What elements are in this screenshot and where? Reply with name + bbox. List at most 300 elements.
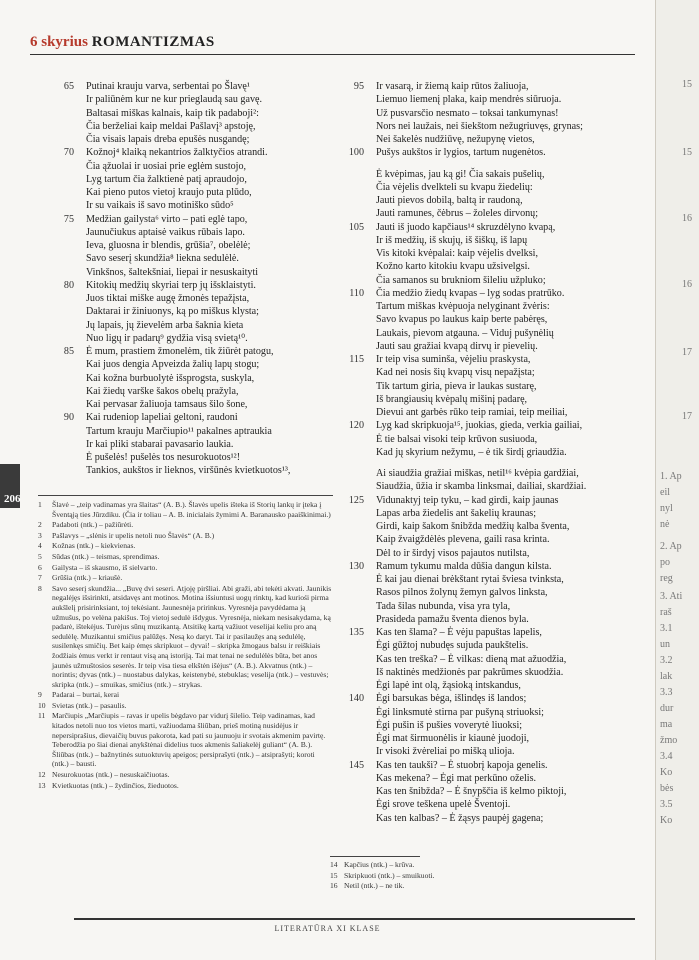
footnote — [38, 552, 333, 562]
footnote — [38, 531, 333, 541]
line-text: Kaip žvaigždėlės plevena, gaili rasa krinta. — [376, 534, 550, 546]
line-text: Čia ąžuolai ir uosiai prie eglėm sustojo, — [86, 160, 247, 172]
line-number — [50, 319, 86, 332]
line-text: Vinkšnos, šaltekšniai, liepai ir nesuskaityti — [86, 266, 259, 278]
footnote-text: Skripkuoti (ntk.) – smuikuoti. — [344, 870, 435, 880]
footnote-number: 5 — [38, 551, 42, 561]
footnote-number: 10 — [38, 700, 46, 710]
poem-line — [340, 480, 640, 493]
line-text: Lyg kad skripkuoja¹⁵, juokias, gieda, verkia gailiai, — [376, 420, 583, 432]
line-text: Ir visoki žvėreliai po mišką ulioja. — [376, 746, 515, 758]
poem-line — [50, 438, 340, 451]
poem-line — [340, 732, 640, 745]
footnote — [38, 781, 333, 791]
footnote-number: 11 — [38, 711, 46, 721]
footnote-text: Svietas (ntk.) – pasaulis. — [52, 700, 127, 710]
line-number — [340, 168, 376, 181]
poem-line — [340, 107, 640, 120]
footnote-text: Padarai – burtai, kerai — [52, 690, 120, 700]
line-number — [340, 120, 376, 133]
poem-line — [50, 319, 340, 332]
line-number — [50, 358, 86, 371]
line-number — [50, 385, 86, 398]
line-text: Kai juos dengia Apveizda žalių lapų stogu; — [86, 359, 260, 371]
line-number — [340, 300, 376, 313]
footnote-text: Sūdas (ntk.) – teismas, sprendimas. — [52, 551, 160, 561]
chapter-title: ROMANTIZMAS — [91, 34, 215, 50]
poem-line — [340, 93, 640, 106]
poem-line — [340, 653, 640, 666]
adjacent-page-fragment: 3.4 — [660, 751, 673, 762]
line-number — [50, 93, 86, 106]
footnote — [38, 711, 333, 769]
line-text: Nors nei laužais, nei šiekštom nežugriuvęs, grynas; — [376, 120, 583, 132]
line-number — [340, 719, 376, 732]
line-text: Pušys aukštos ir lygios, tartum nugenėtos. — [376, 147, 546, 159]
adjacent-page-fragment: 17 — [682, 411, 692, 422]
footnote — [38, 701, 333, 711]
adjacent-page-fragment: 16 — [682, 279, 692, 290]
adjacent-page-fragment: 15 — [682, 79, 692, 90]
poem-line — [50, 385, 340, 398]
line-number — [340, 467, 376, 480]
footnote-text: Kapčius (ntk.) – krūva. — [344, 860, 415, 869]
line-number — [50, 305, 86, 318]
footnote-number: 16 — [330, 881, 338, 891]
line-text: Čia samanos su brukniom šileliu užpluko; — [376, 274, 546, 286]
poem-line — [50, 411, 340, 424]
adjacent-page-fragment: reg — [660, 573, 673, 584]
line-number — [340, 653, 376, 666]
poem-line — [340, 560, 640, 573]
footnote-number: 6 — [38, 562, 42, 572]
line-number — [50, 451, 86, 464]
line-text: Kas ten šnibžda? – Ė šnypščia iš kelmo piktoji, — [376, 786, 567, 797]
line-text: Siaudžia, ūžia ir skamba linksmai, dailiai, skardžiai. — [376, 481, 587, 493]
adjacent-page-fragment: Ko — [660, 767, 673, 778]
footnote-text: Pašlavys – „slėnis ir upelis netoli nuo Šlavės“ (A. B.) — [52, 530, 215, 540]
line-text: Čia berželiai kaip meldai Pašlavį³ apstoję, — [86, 120, 256, 132]
line-number — [50, 464, 86, 477]
footnote-number: 3 — [38, 530, 42, 540]
line-number — [340, 260, 376, 273]
line-number — [340, 785, 376, 798]
line-text: Ė tie balsai visoki teip krūvon susiuoda, — [376, 433, 538, 445]
line-text: Dievui ant garbės rūko teip ramiai, teip meiliai, — [376, 407, 568, 418]
line-number — [50, 199, 86, 212]
line-text: Ir teip visa suminša, vėjeliu praskysta, — [376, 354, 531, 365]
poem-line — [340, 146, 640, 159]
line-text: Tankios, aukštos ir lieknos, viršūnės kvietkuotos¹³, — [86, 465, 291, 477]
poem-line — [340, 300, 640, 313]
line-number — [340, 573, 376, 586]
line-number — [340, 107, 376, 120]
adjacent-page-fragment: 1. Ap — [660, 471, 682, 482]
poem-line — [50, 133, 340, 146]
poem-line — [340, 366, 640, 379]
footnote — [38, 500, 333, 519]
line-number — [340, 732, 376, 745]
footnote-text: Savo seserį skundžia... „Buvę dvi seseri. Atjoję piršliai. Abi graži, abi tekėti akvati. Jaunikis negalėjęs išsirinkti, atsidavęs ant motinos. Motina išsiuntusi uogų rinktų, kad kuriośi pirma aukšlelį prisirinksiant, toj tekėsiant. Jaunesnėja pririnkus. Vyresnėja pavydėdama ją užmušus, po velėna pakišus. Toj vietoj sedulė išdygus. Vyresnėja, niekam nesisakydama, ką padarė, ištekėjus. Turėjus sūnų muzikantą. Atsitikę kartą važiuot veselijai keliu pro aną sedulėlę. Muzikantui smičius palūžęs. Nesą ko daryt. Tai ir pasilaužęs aną sedulėlę, susilenkęs smičių. Bet kaip ėmęs skripkuot – dyvai! – skripka žmogaus balsu ir reiškiais žodžiais ėmus verkt ir rentaut visą aną istoriją. Tai mat tenai ne sedulėlės būta, bet anos jaunės užmuštosios seserės. Ir teip visa tiesa elkštėn išėjus“ (A. B.). Akvatnus (ntk.) – norintis; dyvas (ntk.) – nuostabus dalykas, keistenybė, stebuklas; veselija (ntk.) – vestuvės; skripka (ntk.) – smuikas, smičius (ntk.) – strykas. — [52, 583, 332, 689]
line-number — [50, 226, 86, 239]
line-text: Kas ten taukši? – Ė stuobrį kapoja genelis. — [376, 759, 548, 771]
line-text: Juos tiktai miške augę žmonės tepažįsta, — [86, 293, 250, 304]
line-text: Ieva, gluosna ir blendis, grūšia⁷, obelėlė; — [86, 240, 251, 251]
line-number — [50, 107, 86, 120]
footnotes-right — [330, 860, 630, 892]
footnote — [38, 520, 333, 530]
poem-line — [50, 107, 340, 120]
poem-line — [340, 719, 640, 732]
poem-line — [340, 520, 640, 533]
line-text: Tartum miškas kvėpuoja nelyginant žvėris: — [376, 301, 550, 312]
poem-line — [340, 533, 640, 546]
line-text: Ė pušelės! pušelės tos nesurokuotos¹²! — [86, 452, 241, 463]
poem-line — [340, 573, 640, 586]
line-text: Rasos pilnos žolynų žemyn galvos linksta, — [376, 587, 548, 599]
stanza-gap — [340, 459, 640, 467]
line-number — [50, 133, 86, 146]
poem-line — [340, 133, 640, 146]
poem-line — [50, 146, 340, 159]
line-text: Jauti sau gražiai kvapą dirvų ir pievelių. — [376, 340, 538, 352]
footnote — [38, 563, 333, 573]
line-number: 120 — [348, 420, 364, 432]
adjacent-page-fragment: eil — [660, 487, 670, 498]
line-text: Čia medžio žiedų kvapas – lyg sodas pratrūko. — [376, 287, 565, 299]
poem-line — [50, 425, 340, 438]
line-number: 130 — [348, 560, 364, 572]
line-text: Ėgi gūžtoj nubudęs sujuda paukštelis. — [376, 640, 529, 652]
line-text: Prasideda pamažu šventa dienos byla. — [376, 613, 529, 625]
footnote-number: 15 — [330, 870, 338, 880]
line-number — [340, 194, 376, 207]
footnote-number: 9 — [38, 690, 42, 700]
line-text: Kai žiedų varške šakos obelų pražyla, — [86, 385, 239, 397]
line-number — [50, 252, 86, 265]
footnote-text: Grūšia (ntk.) – kriaušė. — [52, 573, 123, 583]
line-text: Ėgi lapė int olą, žąsioką intskandus, — [376, 680, 521, 691]
footnote-rule — [330, 856, 420, 857]
line-number: 110 — [349, 287, 364, 299]
line-text: Vis kitoki kvėpalai: kaip vėjelis dvelksi, — [376, 248, 538, 259]
line-number — [340, 547, 376, 560]
line-text: Iš naktinės medžionės par pakrūmes skuodžia. — [376, 666, 564, 678]
line-number — [340, 93, 376, 106]
line-text: Dėl to ir širdyj visos pajautos nutilsta, — [376, 547, 530, 559]
poem-line — [50, 173, 340, 186]
poem-line — [340, 419, 640, 432]
line-text: Tartum krauju Marčiupio¹¹ pakalnes aptraukia — [86, 425, 272, 437]
adjacent-page-fragment: bės — [660, 783, 674, 794]
line-text: Jų lapais, jų žievelėm arba šaknia kieta — [86, 319, 244, 331]
line-number: 90 — [63, 412, 74, 424]
line-text: Ė mum, prastiem žmonelėm, tik žiūrėt patogu, — [86, 346, 274, 357]
adjacent-page-fragment: 3.1 — [660, 623, 673, 634]
poem-line — [50, 199, 340, 212]
poem-line — [340, 234, 640, 247]
line-text: Kai pervasar žaliuoja tamsaus šilo šone, — [86, 399, 248, 410]
footnote — [38, 690, 333, 700]
line-number — [340, 181, 376, 194]
line-number — [50, 425, 86, 438]
adjacent-page-edge — [655, 0, 699, 960]
line-text: Už pusvarsčio nesmato – toksai tankumynas! — [376, 107, 559, 119]
adjacent-page-fragment: nyl — [660, 503, 673, 514]
line-number: 105 — [348, 221, 364, 233]
line-text: Medžian gailysta⁶ virto – pati eglė tapo, — [86, 213, 248, 225]
line-number: 145 — [348, 759, 364, 771]
line-number — [50, 398, 86, 411]
line-number — [50, 372, 86, 385]
line-text: Nuo ligų ir padarų⁹ gydžia visą svietą¹⁰. — [86, 332, 248, 344]
poem-line — [340, 181, 640, 194]
line-text: Daktarai ir žiniuonys, ką po miškus klysta; — [86, 306, 259, 318]
line-text: Kožno karto kitokiu kvapu užsivelgsi. — [376, 261, 530, 273]
footnote-number: 8 — [38, 583, 42, 593]
poem-line — [340, 260, 640, 273]
footnote-number: 1 — [38, 500, 42, 509]
poem-line — [50, 186, 340, 199]
line-number — [340, 600, 376, 613]
poem-line — [50, 305, 340, 318]
line-number — [340, 745, 376, 758]
line-number: 80 — [63, 279, 74, 291]
poem-line — [50, 160, 340, 173]
footnote-number: 2 — [38, 520, 42, 530]
line-number — [340, 446, 376, 459]
line-text: Ėgi srove teškena upelė Šventoji. — [376, 799, 511, 811]
line-text: Kad jų skyrium nežymu, – ė tik širdį griaudžia. — [376, 446, 567, 458]
line-text: Savo kvapus po laukus kaip berte pabėręs, — [376, 314, 548, 326]
poem-line — [50, 120, 340, 133]
poem-line — [50, 239, 340, 252]
poem-line — [50, 80, 340, 93]
poem-line — [50, 266, 340, 279]
line-number — [340, 613, 376, 626]
stanza-gap — [340, 160, 640, 168]
line-text: Laukais, pievom atgauna. – Viduj pušynėlių — [376, 327, 554, 339]
poem-line — [340, 626, 640, 639]
line-number — [50, 266, 86, 279]
line-number — [340, 380, 376, 393]
chapter-number: 6 skyrius — [30, 34, 88, 50]
adjacent-page-fragment: 3.2 — [660, 655, 673, 666]
line-number — [340, 313, 376, 326]
footer-rule — [74, 918, 635, 920]
line-number — [340, 507, 376, 520]
line-text: Savo seserį skundžia⁸ liekna sedulėlė. — [86, 253, 239, 265]
line-number: 75 — [63, 213, 74, 225]
poem-line — [50, 372, 340, 385]
adjacent-page-fragment: 3. Ati — [660, 591, 683, 602]
line-text: Nei šakelės nudžiūvę, nežupynę vietos, — [376, 134, 535, 145]
poem-line — [340, 798, 640, 811]
footnote — [330, 860, 630, 870]
line-number: 115 — [349, 354, 364, 365]
footnote-text: Padaboti (ntk.) – pažiūrėti. — [52, 520, 134, 530]
adjacent-page-fragment: lak — [660, 671, 673, 682]
line-text: Jauti ramunes, čėbrus – žoleles dirvonų; — [376, 208, 539, 220]
line-number — [340, 234, 376, 247]
footnote-text: Netil (ntk.) – ne tik. — [344, 881, 405, 891]
adjacent-page-fragment: Ko — [660, 815, 673, 826]
poem-line — [50, 93, 340, 106]
poem-line — [340, 207, 640, 220]
adjacent-page-fragment: 15 — [682, 147, 692, 158]
line-text: Čia vėjelis dvelkteli su kvapu žiedelių: — [376, 181, 533, 193]
line-text: Kas ten kalbas? – Ė žąsys paupėj gagena; — [376, 812, 544, 824]
poem-line — [340, 353, 640, 366]
poem-line — [340, 586, 640, 599]
line-text: Ir paliūnėm kur ne kur prieglaudą sau gavę. — [86, 94, 263, 106]
footnote-text: Nesurokuotas (ntk.) – nesuskaičiuotas. — [52, 770, 170, 780]
poem-line — [50, 358, 340, 371]
line-text: Kožnoj⁴ klaiką nekantrios žalktyčios atrandi. — [86, 147, 268, 159]
poem-line — [340, 745, 640, 758]
line-text: Kas mekena? – Ėgi mat perkūno oželis. — [376, 772, 537, 784]
poem-line — [340, 393, 640, 406]
poem-line — [50, 451, 340, 464]
poem-line — [340, 494, 640, 507]
line-text: Jaunučiukus aptaisė vaikus rūbais lapo. — [86, 226, 245, 238]
line-text: Lapas arba žiedelis ant šakelių kraunas; — [376, 507, 537, 519]
poem-line — [50, 464, 340, 477]
footnote-number: 7 — [38, 573, 42, 583]
line-text: Ai siaudžia gražiai miškas, netil¹⁶ kvėpia gardžiai, — [376, 468, 579, 479]
footnote-text: Kvietkuotas (ntk.) – žydinčios, žieduotos. — [52, 780, 179, 790]
poem-line — [340, 194, 640, 207]
line-text: Liemuo liemenį plaka, kaip mendrės siūruoja. — [376, 94, 562, 106]
line-number: 70 — [63, 147, 74, 159]
adjacent-page-fragment: 2. Ap — [660, 541, 682, 552]
poem-line — [340, 772, 640, 785]
footnote-text: Gailysta – iš skausmo, iš sielvarto. — [52, 562, 158, 572]
line-number — [50, 332, 86, 345]
line-text: Kai pieno putos vietoj kraujo puta plūdo, — [86, 187, 252, 198]
page-number: 206 — [4, 493, 21, 505]
poem-line — [340, 600, 640, 613]
poem-line — [50, 398, 340, 411]
poem-line — [340, 507, 640, 520]
line-text: Ramum tykumu malda dūšia dangun kilsta. — [376, 560, 552, 572]
line-text: Iš brangiausių kvėpalų mišinį padarę, — [376, 393, 528, 405]
line-number — [340, 327, 376, 340]
line-text: Kai rudeniop lapeliai geltoni, raudoni — [86, 412, 238, 424]
line-number: 85 — [63, 346, 74, 357]
footnote — [38, 584, 333, 690]
adjacent-page-fragment: 3.3 — [660, 687, 673, 698]
footnote-number: 14 — [330, 860, 338, 869]
line-text: Kas ten treška? – Ė vilkas: dieną mat ažuodžia, — [376, 653, 567, 665]
poem-column-right — [340, 80, 640, 825]
poem-line — [340, 692, 640, 705]
footnote-number: 13 — [38, 780, 46, 790]
poem-line — [340, 168, 640, 181]
line-number — [340, 366, 376, 379]
line-number — [340, 586, 376, 599]
poem-line — [340, 380, 640, 393]
poem-line — [340, 467, 640, 480]
line-text: Putinai krauju varva, serbentai po Šlavę¹ — [86, 81, 250, 92]
adjacent-page-fragment: raš — [660, 607, 672, 618]
poem-line — [340, 706, 640, 719]
poem-line — [340, 221, 640, 234]
poem-line — [340, 340, 640, 353]
line-number — [340, 207, 376, 220]
adjacent-page-fragment: 17 — [682, 347, 692, 358]
line-number — [340, 340, 376, 353]
adjacent-page-fragment: 3.5 — [660, 799, 673, 810]
adjacent-page-fragment: un — [660, 639, 670, 650]
line-number — [340, 533, 376, 546]
poem-line — [340, 679, 640, 692]
line-text: Ir su vaikais iš savo motiniško sūdo⁵ — [86, 200, 234, 212]
poem-line — [50, 345, 340, 358]
footnote-text: Kožnas (ntk.) – kiekvienas. — [52, 541, 136, 551]
line-number: 100 — [348, 147, 364, 159]
line-number — [340, 706, 376, 719]
line-number — [340, 798, 376, 811]
line-number — [340, 812, 376, 825]
footnote-text: Marčiupis „Marčiupis – ravas ir upelis bėgdavo par vidurį šilelio. Teip vadinamas, kad kitados netoli nuo tos vietos marti, važiuodama šliūban, prieš motiną nusidėjus ir nepersiprašius, dievaičių buvus pakorota, kad pati su jaunuoju ir svotais akmenim pavirtę. Teberodžia po šiai dienai anykštėnai didelius tuos akmenis šaliakelėj guliant“ (A. B.). Šliūbas (ntk.) – bažnytinės sutuoktuvių apeigos; persiprašyti (ntk.) – atsiprašyti; koroti (ntk.) – bausti. — [52, 711, 326, 769]
adjacent-page-fragment: nė — [660, 519, 670, 530]
line-text: Jauti pievos dobilą, baltą ir raudoną, — [376, 195, 523, 206]
footnote — [38, 541, 333, 551]
adjacent-page-fragment: žmo — [660, 735, 678, 746]
line-text: Ėgi barsukas bėga, išlindęs iš landos; — [376, 693, 527, 705]
line-number — [340, 679, 376, 692]
footnote — [38, 573, 333, 583]
poem-line — [340, 613, 640, 626]
poem-line — [50, 252, 340, 265]
line-number — [340, 520, 376, 533]
line-text: Tik tartum giria, pieva ir laukas sustarę, — [376, 380, 537, 392]
chapter-header — [30, 34, 215, 51]
footnote-text: Šlavė – „teip vadinamas yra šlaitas“ (A. B.). Šlavės upelis išteka iš Storių lankų ir įteka į Šventąją ties Jūrzdiku. (Čia ir toliau – A. B. inicialais žymimi A. Baranausko paaiškinimai.) — [52, 500, 331, 519]
line-text: Ir vasarą, ir žiemą kaip rūtos žaliuoja, — [376, 81, 529, 92]
line-text: Girdi, kaip šakom šnibžda medžių kalba šventa, — [376, 521, 570, 532]
line-number: 140 — [348, 693, 364, 705]
line-number — [50, 160, 86, 173]
line-number — [340, 274, 376, 287]
line-text: Ė kvėpimas, jau ką gi! Čia sakais pušelių, — [376, 168, 545, 180]
footnotes-left — [38, 500, 333, 791]
poem-line — [50, 332, 340, 345]
line-number — [340, 433, 376, 446]
adjacent-page-fragment: dur — [660, 703, 674, 714]
line-text: Kitokių medžių skyriai terp jų išsklaistyti. — [86, 279, 256, 291]
line-number — [50, 438, 86, 451]
line-number — [50, 186, 86, 199]
line-text: Ėgi pušin iš pušies voverytė liuoksi; — [376, 719, 523, 731]
poem-line — [340, 812, 640, 825]
poem-line — [340, 406, 640, 419]
poem-column-left — [50, 80, 340, 478]
line-number: 65 — [63, 81, 74, 92]
line-text: Kai kožna burbuolytė išsprogsta, suskyla, — [86, 372, 255, 384]
line-number — [50, 173, 86, 186]
poem-line — [50, 213, 340, 226]
footnote — [330, 881, 630, 891]
poem-line — [340, 785, 640, 798]
line-number — [50, 120, 86, 133]
footnote-rule — [38, 495, 333, 496]
line-text: Vidunaktyj teip tyku, – kad girdi, kaip jaunas — [376, 494, 559, 506]
line-text: Kas ten šlama? – Ė vėju papuštas lapelis, — [376, 627, 542, 638]
line-number — [340, 133, 376, 146]
page-footer: LITERATŪRA XI KLASE — [274, 924, 381, 933]
